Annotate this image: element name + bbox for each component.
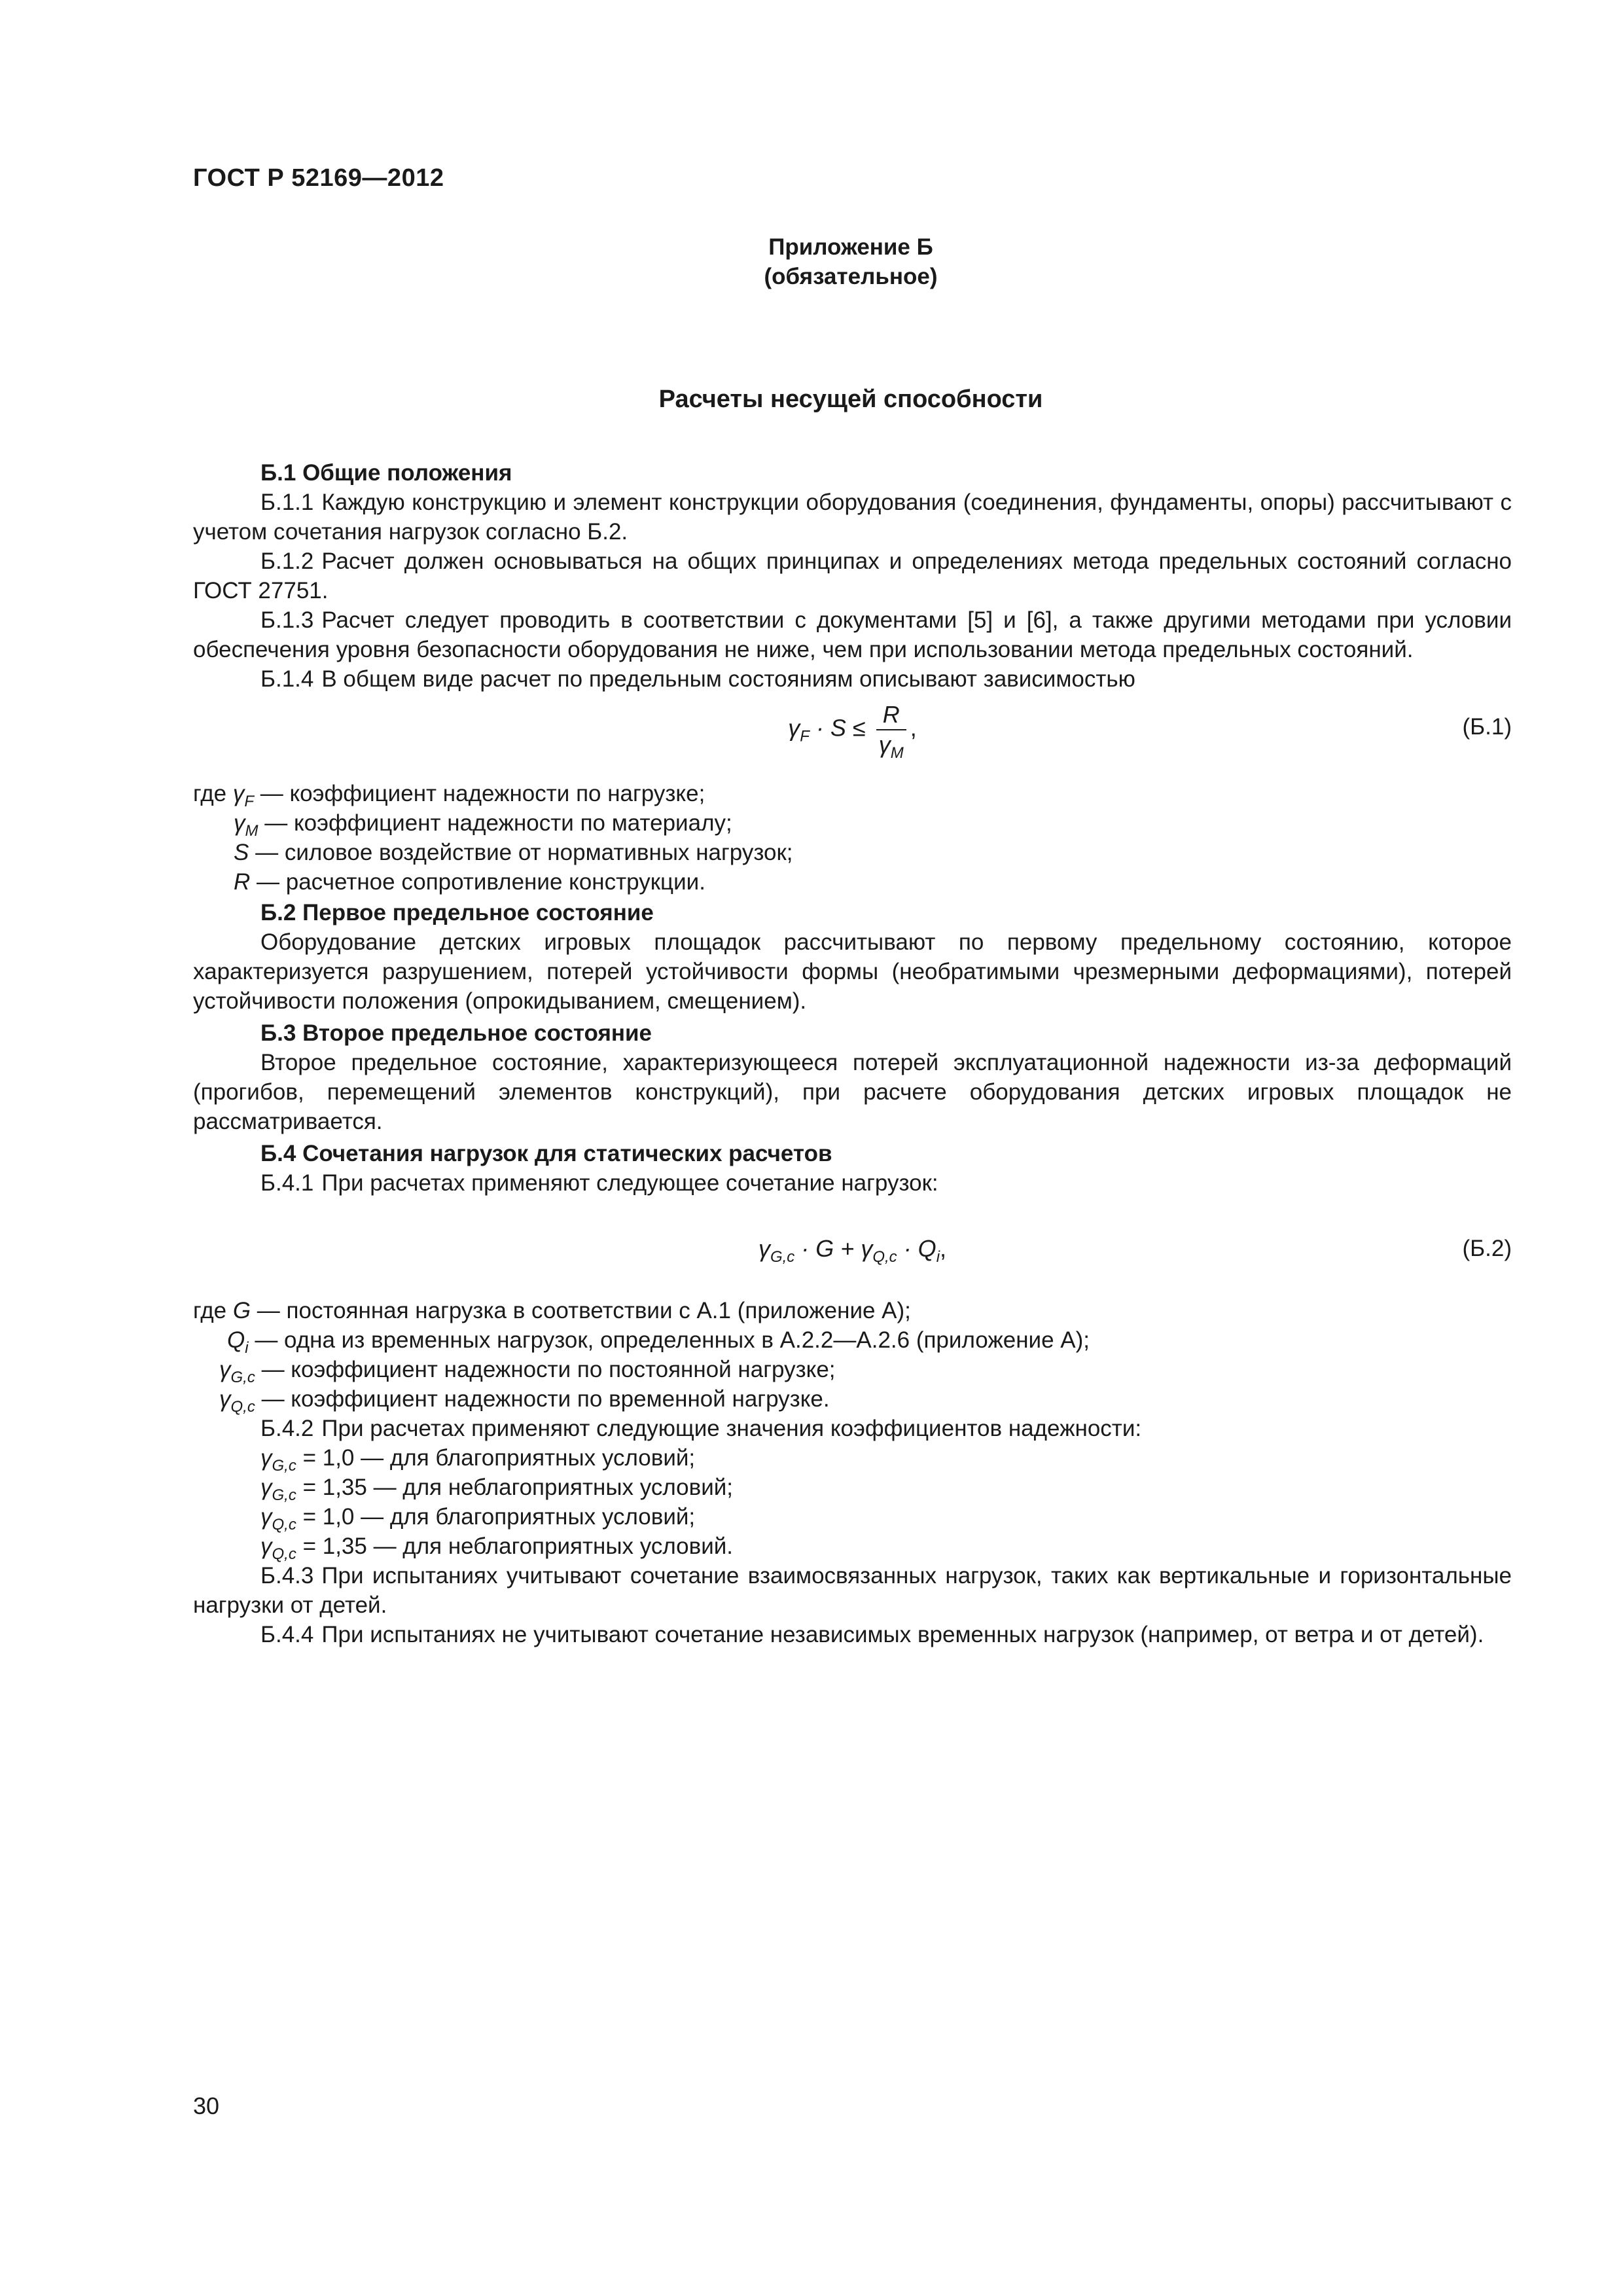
where-list-b1 bbox=[193, 779, 1512, 897]
formula-b1-number: (Б.1) bbox=[1462, 714, 1512, 740]
paragraph-b4-1 bbox=[193, 1168, 1512, 1198]
symbol: γ bbox=[232, 781, 245, 806]
clause-number: Б.4.2 bbox=[260, 1416, 314, 1441]
coefficient-item bbox=[260, 1473, 1512, 1502]
fraction-numerator: R bbox=[882, 701, 900, 728]
definition: — расчетное сопротивление конструкции. bbox=[257, 869, 705, 895]
paragraph-text: Каждую конструкцию и элемент конструкции оборудования (соединения, фундаменты, опоры) рассчитывают с учетом сочетания нагрузок согласно Б.2. bbox=[193, 490, 1512, 545]
gamma-symbol: γ bbox=[788, 714, 800, 742]
formula-term: · Q bbox=[897, 1235, 936, 1262]
coefficient-list bbox=[193, 1443, 1512, 1561]
page-number: 30 bbox=[193, 2092, 220, 2119]
paragraph-b1-2 bbox=[193, 547, 1512, 605]
formula-term: · S ≤ bbox=[815, 714, 866, 742]
section-heading-b1: Б.1 Общие положения bbox=[260, 460, 512, 486]
clause-number: Б.4.1 bbox=[260, 1170, 314, 1196]
subscript: G,c bbox=[230, 1369, 255, 1386]
coefficient-item bbox=[260, 1502, 1512, 1532]
document-code: ГОСТ Р 52169—2012 bbox=[193, 164, 444, 192]
subscript: F bbox=[800, 727, 810, 745]
symbol: γ bbox=[219, 1386, 231, 1412]
paragraph-text: В общем виде расчет по предельным состояниям описывают зависимостью bbox=[321, 666, 1135, 692]
definition: — коэффициент надежности по материалу; bbox=[264, 810, 732, 836]
definition: — коэффициент надежности по временной нагрузке. bbox=[261, 1386, 830, 1412]
paragraph-b2: Оборудование детских игровых площадок рассчитывают по первому предельному состоянию, которое характеризуется разрушением, потерей устойчивости формы (необратимыми чрезмерными деформациями), потерей устойчивости положения (опрокидыванием, смещением). bbox=[193, 929, 1512, 1014]
formula-b2-expression bbox=[193, 1234, 1512, 1266]
subscript: Q,c bbox=[872, 1248, 897, 1266]
paragraph-b1-3 bbox=[193, 605, 1512, 664]
paragraph-text: При испытаниях учитывают сочетание взаимосвязанных нагрузок, таких как вертикальные и горизонтальные нагрузки от детей. bbox=[193, 1563, 1512, 1618]
where-item bbox=[193, 838, 1512, 867]
document-body bbox=[193, 458, 1512, 1649]
definition: — силовое воздействие от нормативных нагрузок; bbox=[255, 840, 793, 865]
paragraph-b4-3 bbox=[193, 1561, 1512, 1620]
paragraph-text: Расчет следует проводить в соответствии с документами [5] и [6], а также другими методами при условии обеспечения уровня безопасности оборудования не ниже, чем при использовании метода предельных состояний. bbox=[193, 607, 1512, 662]
paragraph-text: При расчетах применяют следующие значения коэффициентов надежности: bbox=[321, 1416, 1142, 1441]
definition: — постоянная нагрузка в соответствии с А.1 (приложение А); bbox=[257, 1298, 911, 1323]
formula-comma: , bbox=[910, 714, 917, 742]
clause-number: Б.1.3 bbox=[260, 607, 314, 633]
where-list-b2 bbox=[193, 1296, 1512, 1414]
subscript: G,c bbox=[272, 1457, 296, 1475]
paragraph-b4-4 bbox=[193, 1620, 1512, 1649]
where-item bbox=[193, 867, 1512, 897]
where-item bbox=[193, 808, 1512, 838]
appendix-status: (обязательное) bbox=[764, 264, 938, 289]
fraction bbox=[876, 700, 906, 762]
appendix-main-title: Расчеты несущей способности bbox=[658, 386, 1043, 413]
subscript: F bbox=[244, 793, 254, 810]
subscript: Q,c bbox=[272, 1516, 296, 1534]
subscript: Q,c bbox=[230, 1398, 255, 1416]
gamma-symbol: γ bbox=[861, 1235, 873, 1262]
symbol: R bbox=[234, 869, 251, 895]
paragraph-b1-1 bbox=[193, 488, 1512, 547]
paragraph-b1-4 bbox=[193, 664, 1512, 694]
coefficient-value: = 1,35 — для неблагоприятных условий; bbox=[302, 1475, 734, 1500]
clause-number: Б.1.2 bbox=[260, 548, 314, 574]
formula-term: · G + bbox=[794, 1235, 855, 1262]
clause-number: Б.1.4 bbox=[260, 666, 314, 692]
coefficient-value: = 1,0 — для благоприятных условий; bbox=[302, 1445, 696, 1471]
section-heading-b2: Б.2 Первое предельное состояние bbox=[260, 900, 654, 925]
coefficient-value: = 1,0 — для благоприятных условий; bbox=[302, 1504, 696, 1530]
clause-number: Б.4.4 bbox=[260, 1622, 314, 1647]
where-prefix: где bbox=[193, 1298, 227, 1323]
paragraph-text: Расчет должен основываться на общих принципах и определениях метода предельных состояний согласно ГОСТ 27751. bbox=[193, 548, 1512, 603]
section-heading-b4: Б.4 Сочетания нагрузок для статических расчетов bbox=[260, 1141, 832, 1166]
clause-number: Б.4.3 bbox=[260, 1563, 314, 1588]
subscript: Q,c bbox=[272, 1545, 296, 1563]
symbol: γ bbox=[260, 1445, 272, 1471]
symbol: γ bbox=[234, 810, 245, 836]
where-item bbox=[193, 779, 1512, 808]
subscript: i bbox=[936, 1248, 940, 1266]
subscript: M bbox=[245, 822, 259, 840]
formula-b2-number: (Б.2) bbox=[1462, 1236, 1512, 1261]
coefficient-item bbox=[260, 1532, 1512, 1561]
paragraph-b4-2 bbox=[193, 1414, 1512, 1443]
definition: — коэффициент надежности по нагрузке; bbox=[260, 781, 705, 806]
gamma-symbol: γ bbox=[758, 1235, 770, 1262]
coefficient-value: = 1,35 — для неблагоприятных условий. bbox=[302, 1534, 734, 1559]
where-prefix: где bbox=[193, 781, 227, 806]
formula-comma: , bbox=[940, 1235, 947, 1262]
symbol: γ bbox=[260, 1534, 272, 1559]
coefficient-item bbox=[260, 1443, 1512, 1473]
where-item bbox=[193, 1296, 1512, 1325]
symbol: S bbox=[234, 840, 249, 865]
symbol: γ bbox=[219, 1357, 231, 1382]
symbol: γ bbox=[260, 1504, 272, 1530]
gamma-symbol: γ bbox=[878, 731, 891, 758]
formula-b1 bbox=[193, 694, 1512, 779]
paragraph-text: При расчетах применяют следующее сочетание нагрузок: bbox=[321, 1170, 938, 1196]
paragraph-text: При испытаниях не учитывают сочетание независимых временных нагрузок (например, от ветра и от детей). bbox=[321, 1622, 1484, 1647]
formula-b2 bbox=[193, 1198, 1512, 1296]
symbol: Q bbox=[227, 1327, 245, 1353]
subscript: M bbox=[890, 744, 904, 762]
definition: — одна из временных нагрузок, определенных в А.2.2—А.2.6 (приложение А); bbox=[255, 1327, 1090, 1353]
appendix-title: Приложение Б bbox=[768, 234, 933, 260]
where-item bbox=[193, 1355, 1512, 1384]
subscript: G,c bbox=[272, 1486, 296, 1504]
clause-number: Б.1.1 bbox=[260, 490, 314, 515]
definition: — коэффициент надежности по постоянной нагрузке; bbox=[261, 1357, 836, 1382]
section-heading-b3: Б.3 Второе предельное состояние bbox=[260, 1020, 652, 1046]
subscript: i bbox=[245, 1339, 249, 1357]
where-item bbox=[193, 1384, 1512, 1414]
where-item bbox=[193, 1325, 1512, 1355]
symbol: γ bbox=[260, 1475, 272, 1500]
symbol: G bbox=[232, 1298, 251, 1323]
paragraph-b3: Второе предельное состояние, характеризующееся потерей эксплуатационной надежности из-за деформаций (прогибов, перемещений элементов конструкций), при расчете оборудования детских игровых площадок не рассматривается. bbox=[193, 1050, 1512, 1134]
formula-b1-expression bbox=[193, 700, 1512, 762]
subscript: G,c bbox=[770, 1248, 795, 1266]
